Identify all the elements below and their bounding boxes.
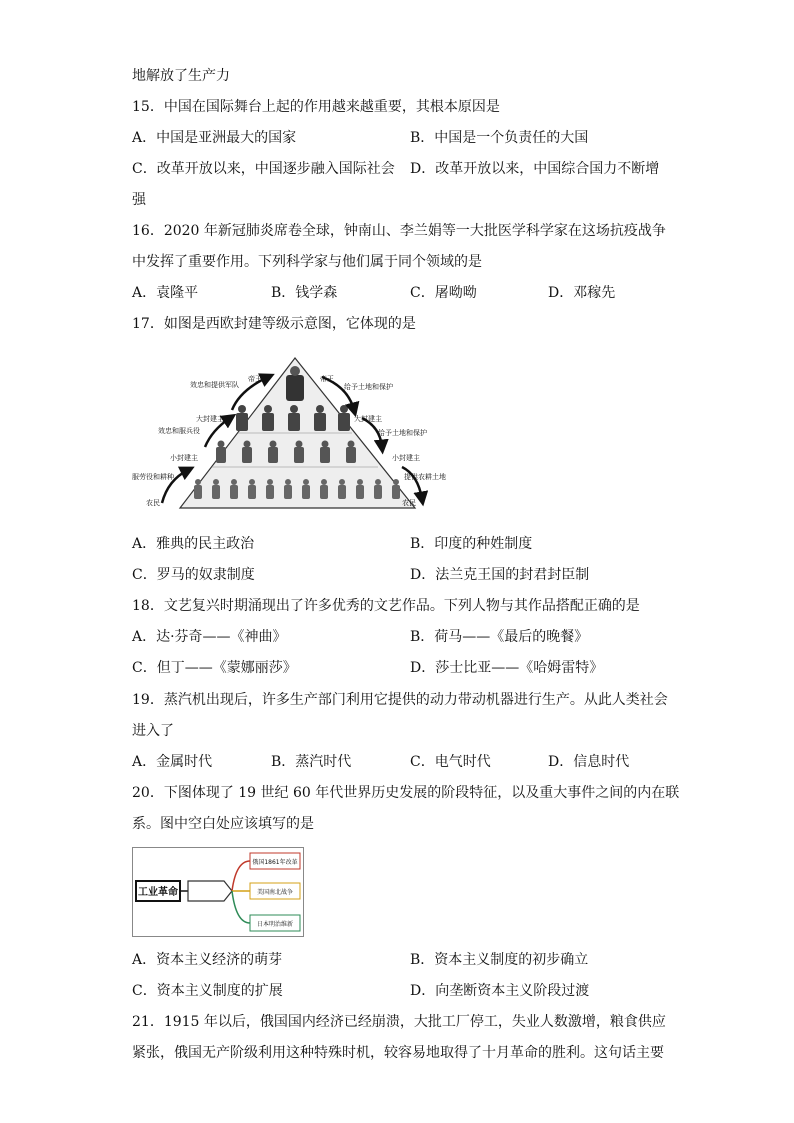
q18-option-a[interactable]: A．达·芬奇——《神曲》 [132,629,287,645]
q15-stem: 15．中国在国际舞台上起的作用越来越重要，其根本原因是 [132,99,500,115]
flow-blank-arrow [188,881,232,901]
q15-option-b[interactable]: B．中国是一个负责任的大国 [410,130,589,146]
left-label-great-lord: 大封建主 [196,415,224,423]
q17-options-row1 [132,534,672,554]
q18-option-c[interactable]: C．但丁——《蒙娜丽莎》 [132,660,297,676]
right-label-great-lord: 大封建主 [354,415,382,423]
q16-options [132,283,672,303]
q20-options-row2 [132,981,672,1001]
q18-options-row1 [132,627,672,647]
q18-options-row2 [132,658,672,678]
q15-option-d[interactable]: D．改革开放以来，中国综合国力不断增 [410,161,660,177]
q15-option-a[interactable]: A．中国是亚洲最大的国家 [132,130,297,146]
q19-option-d[interactable]: D．信息时代 [548,754,630,770]
right-label-land-protection: 给予土地和保护 [344,383,393,391]
q21-stem-line1: 21．1915 年以后，俄国国内经济已经崩溃，大批工厂停工，失业人数激增，粮食供应 [132,1014,666,1030]
q19-option-c[interactable]: C．电气时代 [410,754,491,770]
q17-option-d[interactable]: D．法兰克王国的封君封臣制 [410,567,590,583]
left-label-labor-farming: 服劳役和耕种 [132,473,174,481]
q16-stem-line2: 中发挥了重要作用。下列科学家与他们属于同个领域的是 [132,254,482,270]
q17-option-b[interactable]: B．印度的种姓制度 [410,536,533,552]
q17-options-row2 [132,565,672,585]
q19-option-b[interactable]: B．蒸汽时代 [271,754,352,770]
flow-root-label: 工业革命 [138,887,178,898]
q16-option-a[interactable]: A．袁隆平 [132,285,199,301]
left-label-emperor: 帝王 [248,375,262,383]
q16-option-b[interactable]: B．钱学森 [271,285,338,301]
q20-options-row1 [132,950,672,970]
right-label-emperor: 帝王 [320,375,334,383]
q19-option-a[interactable]: A．金属时代 [132,754,213,770]
q19-stem-line1: 19．蒸汽机出现后，许多生产部门利用它提供的动力带动机器进行生产。从此人类社会 [132,692,668,708]
q19-options [132,752,672,772]
q20-option-a[interactable]: A．资本主义经济的萌芽 [132,952,283,968]
q15-options-row1 [132,128,672,148]
q18-option-d[interactable]: D．莎士比亚——《哈姆雷特》 [410,660,604,676]
left-label-loyalty-army: 效忠和提供军队 [190,381,239,389]
q17-option-a[interactable]: A．雅典的民主政治 [132,536,255,552]
q16-option-d[interactable]: D．邓稼先 [548,285,616,301]
industrial-revolution-flow-diagram [132,847,304,937]
q20-stem-line1: 20．下图体现了 19 世纪 60 年代世界历史发展的阶段特征，以及重大事件之间的内在联 [132,785,680,801]
right-label-peasant: 农民 [402,499,416,507]
flow-branch-2: 美国南北战争 [256,889,294,896]
flow-branch-3: 日本明治维新 [256,921,294,928]
q17-option-c[interactable]: C．罗马的奴隶制度 [132,567,255,583]
right-label-lesser-lord: 小封建主 [392,454,420,462]
left-label-lesser-lord: 小封建主 [170,454,198,462]
q18-option-b[interactable]: B．荷马——《最后的晚餐》 [410,629,589,645]
right-label-land-protection-2: 给予土地和保护 [378,429,427,437]
left-label-peasant: 农民 [146,499,160,507]
left-label-loyalty-service: 效忠和服兵役 [158,427,200,435]
right-label-farmland: 提供农耕土地 [404,473,446,481]
q15-options-row2 [132,159,672,179]
q21-stem-line2: 紧张，俄国无产阶级利用这种特殊时机，较容易地取得了十月革命的胜利。这句话主要 [132,1045,664,1061]
q20-option-c[interactable]: C．资本主义制度的扩展 [132,983,283,999]
q16-stem-line1: 16．2020 年新冠肺炎席卷全球，钟南山、李兰娟等一大批医学科学家在这场抗疫战争 [132,223,666,239]
q15-option-c[interactable]: C．改革开放以来，中国逐步融入国际社会 [132,161,395,177]
q15-option-d-wrap: 强 [132,192,146,208]
continuation-text: 地解放了生产力 [132,68,230,84]
q20-option-d[interactable]: D．向垄断资本主义阶段过渡 [410,983,590,999]
q20-stem-line2: 系。图中空白处应该填写的是 [132,816,314,832]
flow-branch-1: 俄国1861年改革 [252,859,298,866]
q20-option-b[interactable]: B．资本主义制度的初步确立 [410,952,589,968]
q17-stem: 17．如图是西欧封建等级示意图，它体现的是 [132,316,416,332]
q19-stem-line2: 进入了 [132,723,174,739]
feudal-hierarchy-diagram [132,355,460,515]
q18-stem: 18．文艺复兴时期涌现出了许多优秀的文艺作品。下列人物与其作品搭配正确的是 [132,598,640,614]
q16-option-c[interactable]: C．屠呦呦 [410,285,477,301]
